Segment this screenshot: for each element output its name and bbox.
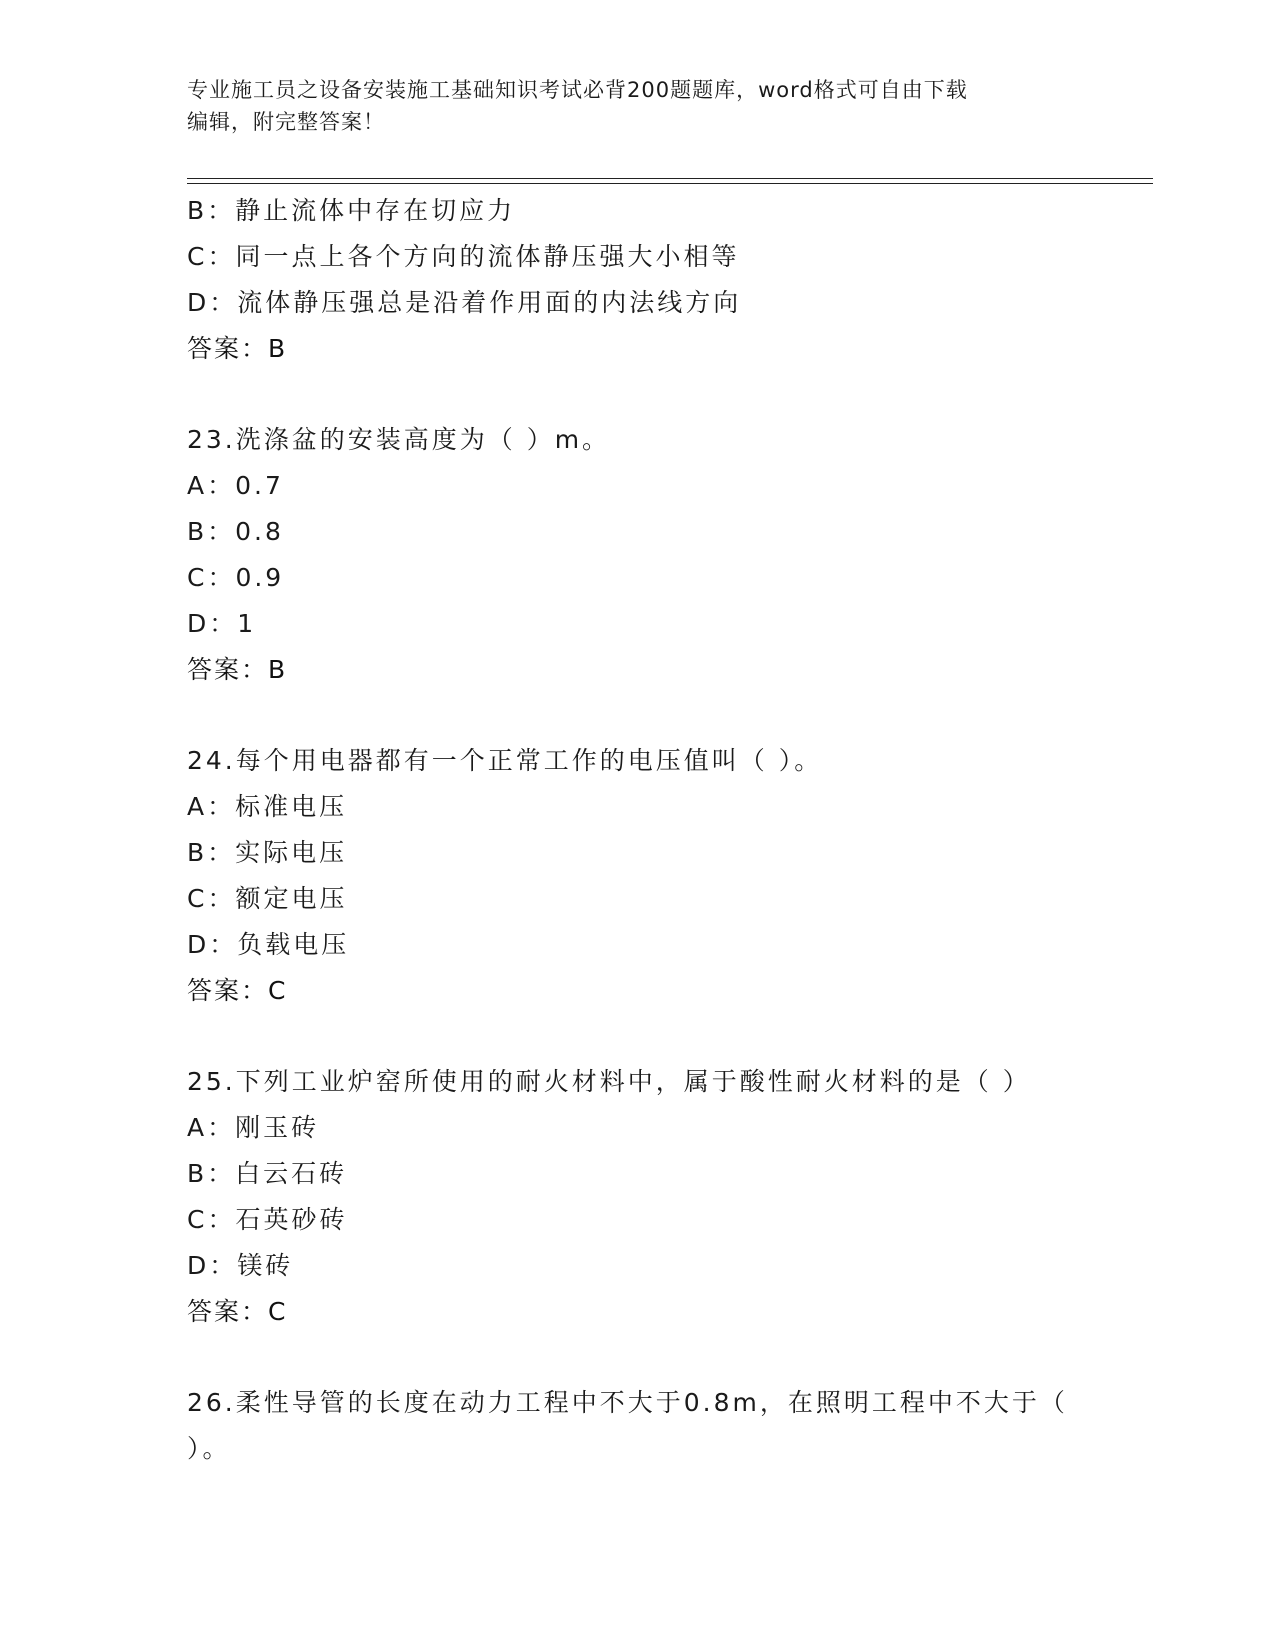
- question-text: 23.洗涤盆的安装高度为（ ）m。: [187, 425, 611, 454]
- option-c: C：石英砂砖: [187, 1205, 348, 1234]
- answer: 答案：B: [187, 334, 288, 363]
- question-text: 24.每个用电器都有一个正常工作的电压值叫（ ）。: [187, 746, 823, 775]
- question-block-22: [187, 188, 1087, 372]
- option-b: B：实际电压: [187, 838, 348, 867]
- option-a: A：标准电压: [187, 792, 348, 821]
- option-d: D：1: [187, 609, 257, 638]
- question-text: 25.下列工业炉窑所使用的耐火材料中，属于酸性耐火材料的是（ ）: [187, 1067, 1031, 1096]
- document-header: [187, 74, 1087, 138]
- option-d: D：镁砖: [187, 1251, 294, 1280]
- option-b: B：静止流体中存在切应力: [187, 196, 516, 225]
- question-block-23: [187, 417, 1087, 693]
- question-text-line-2: ）。: [187, 1434, 231, 1463]
- option-a: A：刚玉砖: [187, 1113, 320, 1142]
- question-list: [187, 188, 1087, 1472]
- answer: 答案：B: [187, 655, 288, 684]
- question-block-25: [187, 1059, 1087, 1335]
- option-c: C：0.9: [187, 563, 285, 592]
- question-block-24: [187, 738, 1087, 1014]
- option-d: D：流体静压强总是沿着作用面的内法线方向: [187, 288, 742, 317]
- header-rule-top: [187, 178, 1153, 179]
- option-b: B：白云石砖: [187, 1159, 348, 1188]
- option-a: A：0.7: [187, 471, 284, 500]
- answer: 答案：C: [187, 1297, 288, 1326]
- header-rule-bottom: [187, 183, 1153, 184]
- option-c: C：同一点上各个方向的流体静压强大小相等: [187, 242, 740, 271]
- header-line-2: 编辑，附完整答案！: [187, 110, 385, 134]
- question-block-26: [187, 1380, 1087, 1472]
- option-b: B：0.8: [187, 517, 284, 546]
- option-c: C：额定电压: [187, 884, 348, 913]
- header-line-1: 专业施工员之设备安装施工基础知识考试必背200题题库，word格式可自由下载: [187, 78, 968, 102]
- answer: 答案：C: [187, 976, 288, 1005]
- question-text-line-1: 26.柔性导管的长度在动力工程中不大于0.8m，在照明工程中不大于（: [187, 1388, 1068, 1417]
- option-d: D：负载电压: [187, 930, 350, 959]
